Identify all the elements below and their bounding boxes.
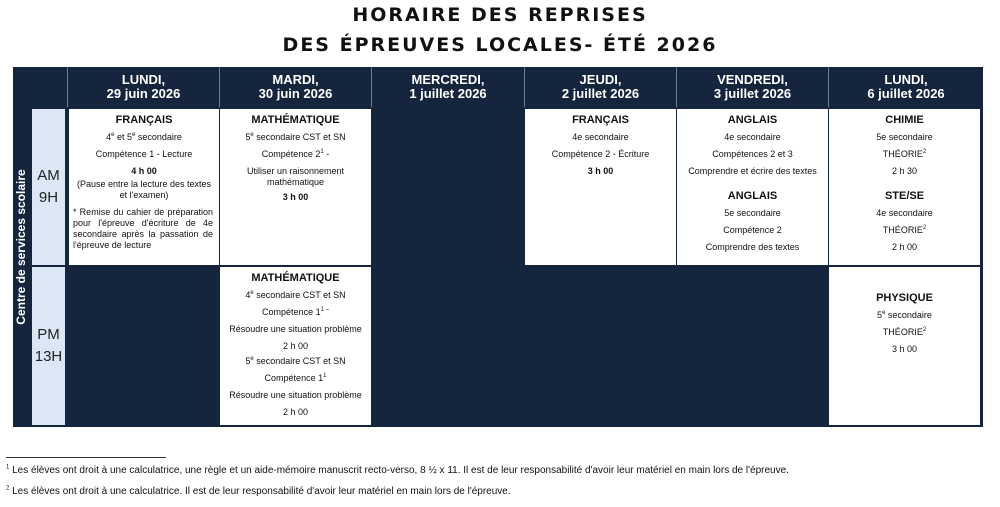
column-day: LUNDI, [121, 72, 166, 87]
title-line-1: HORAIRE DES REPRISES [352, 4, 648, 26]
competence: Compétence $2^1$ - [261, 149, 330, 159]
subject: CHIMIE [885, 114, 924, 126]
time-pm-label: PM [37, 326, 60, 343]
pause-note: (Pause entre la lecture des textes et l'examen) [76, 179, 212, 200]
cell-friday-am [677, 109, 828, 265]
level: 5e secondaire [876, 132, 933, 142]
theory: THÉORIE$^2$ [882, 149, 927, 159]
description: Résoudre une situation problème [229, 390, 362, 400]
duration: 3 h 00 [891, 344, 918, 354]
time-am-hour: 9H [38, 189, 59, 206]
column-date: 6 juillet 2026 [867, 86, 945, 101]
level: 4e secondaire [572, 132, 629, 142]
column-date: 29 juin 2026 [106, 86, 181, 101]
column-day: MERCREDI, [411, 72, 485, 87]
subject: FRANÇAIS [572, 114, 629, 126]
subject: ANGLAIS [727, 190, 778, 202]
theory: THÉORIE$^2$ [882, 327, 927, 337]
column-header-thursday [524, 67, 676, 107]
competence: Compétences 2 et 3 [712, 149, 793, 159]
column-day: LUNDI, [884, 72, 928, 87]
cell-thursday-am [525, 109, 676, 265]
cell-monday-am [69, 109, 219, 265]
column-date: 30 juin 2026 [258, 86, 333, 101]
column-header-wednesday [371, 67, 524, 107]
cell-tuesday-am [220, 109, 371, 265]
duration: 2 h 00 [891, 242, 918, 252]
duration: 2 h 00 [282, 407, 309, 417]
competence: Compétence 2 - Écriture [551, 149, 650, 159]
description: Comprendre et écrire des textes [688, 166, 817, 176]
subject: PHYSIQUE [876, 292, 933, 304]
duration: 2 h 30 [891, 166, 918, 176]
competence: Compétence 1 - Lecture [95, 149, 193, 159]
time-slot-pm [32, 267, 65, 425]
duration: 3 h 00 [282, 192, 309, 202]
schedule-table [13, 67, 983, 427]
level: 4e et 5e secondaire [106, 132, 182, 142]
subject: FRANÇAIS [115, 114, 173, 126]
level: 5e secondaire CST et SN [245, 132, 346, 142]
duration: 4 h 00 [131, 166, 157, 176]
column-date: 1 juillet 2026 [409, 86, 487, 101]
footnote-1: $^1$ Les élèves ont droit à une calculatrice, une règle et un aide-mémoire manuscrit recto-verso, 8 ½ x 11. Il est de leur responsabilité d'avoir leur matériel en main lors de l'épreuve. [6, 464, 789, 476]
side-band [13, 67, 30, 427]
column-day: MARDI, [272, 72, 319, 87]
column-date: 2 juillet 2026 [561, 86, 640, 101]
column-date: 3 juillet 2026 [713, 86, 792, 101]
level: 4e secondaire CST et SN [245, 290, 346, 300]
competence: Compétence 2 [723, 225, 782, 235]
header-corner [30, 67, 67, 107]
level: 5e secondaire CST et SN [245, 356, 346, 366]
column-header-monday [67, 67, 219, 107]
footnote-2: $^2$ Les élèves ont droit à une calculatrice. Il est de leur responsabilité d'avoir leur matériel en main lors de l'épreuve. [6, 485, 511, 497]
level: 4e secondaire [724, 132, 781, 142]
time-am-label: AM [37, 167, 60, 184]
subject: ANGLAIS [727, 114, 778, 126]
level: 5e secondaire [724, 208, 781, 218]
duration: 2 h 00 [282, 341, 309, 351]
side-label: Centre de services scolaire [14, 169, 28, 325]
footnote-rule [6, 457, 166, 458]
time-pm-hour: 13H [34, 348, 63, 365]
competence: Compétence $1^{1 -}$ [262, 307, 329, 317]
cell-monday2-pm [829, 267, 980, 425]
column-header-monday-2 [828, 67, 983, 107]
level: 4e secondaire [876, 208, 933, 218]
subject: MATHÉMATIQUE [251, 114, 340, 126]
level: 5e secondaire [877, 310, 932, 320]
time-slot-am [32, 109, 65, 265]
competence: Compétence $1^1$ [264, 373, 327, 383]
description: Comprendre des textes [705, 242, 800, 252]
cell-tuesday-pm [220, 267, 371, 425]
column-header-tuesday [219, 67, 371, 107]
cell-monday2-am [829, 109, 980, 265]
subject: MATHÉMATIQUE [251, 272, 340, 284]
duration: 3 h 00 [587, 166, 614, 176]
description: Résoudre une situation problème [229, 324, 362, 334]
column-day: VENDREDI, [717, 72, 788, 87]
description: Utiliser un raisonnement mathématique [246, 166, 345, 187]
footnote-star: * Remise du cahier de préparation pour l'épreuve d'écriture de 4e secondaire après la passation de l'épreuve de lecture [73, 207, 213, 250]
column-header-friday [676, 67, 828, 107]
title-line-2: DES ÉPREUVES LOCALES- ÉTÉ 2026 [282, 34, 718, 56]
column-day: JEUDI, [579, 72, 622, 87]
subject: STE/SE [884, 190, 925, 202]
theory: THÉORIE$^2$ [882, 225, 927, 235]
